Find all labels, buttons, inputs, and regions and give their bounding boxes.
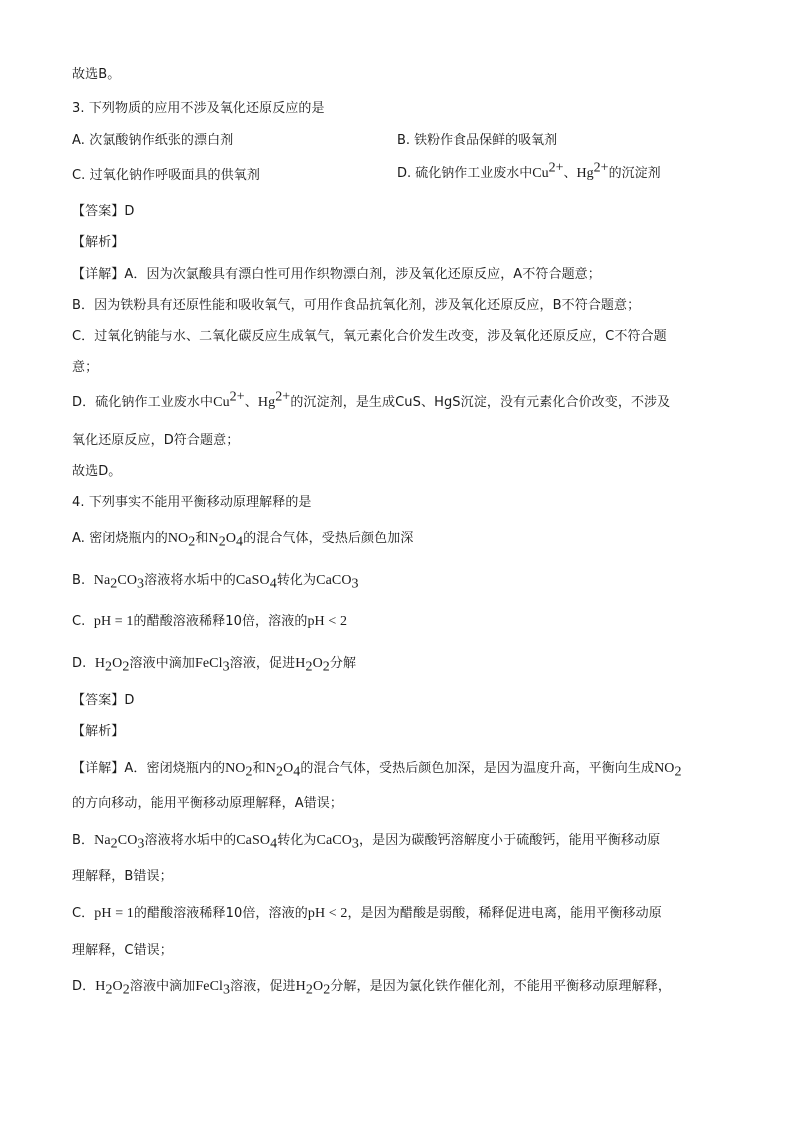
question-4-option-d: D. $H_2O_2$溶液中滴加FeCl$_3$溶液，促进$H_2O_2$分解 [72,656,357,675]
analysis-3-line-5: D．硫化钠作工业废水中$Cu^{2+}$、$Hg^{2+}$的沉淀剂，是生成CuS、HgS沉淀，没有元素化合价改变，不涉及 [72,389,671,410]
analysis-3-line-1: 【详解】A．因为次氯酸具有漂白性可用作织物漂白剂，涉及氧化还原反应，A不符合题意； [72,267,601,282]
analysis-3-line-4: 意； [72,360,99,375]
question-4-option-b: B. $Na_2CO_3$溶液将水垢中的CaSO$_4$转化为CaCO$_3$ [72,573,359,592]
analysis-4-line-6: 理解释，C错误； [72,943,173,958]
analysis-label-4: 【解析】 [72,724,125,739]
analysis-4-line-3: B．$Na_2CO_3$溶液将水垢中的CaSO$_4$转化为CaCO$_3$，是因为碳酸钙溶解度小于硫酸钙，能用平衡移动原 [72,833,661,852]
text-line: 故选B。 [72,67,121,82]
analysis-label-3: 【解析】 [72,235,125,250]
analysis-4-line-1: 【详解】A．密闭烧瓶内的$NO_2$和$N_2O_4$的混合气体，受热后颜色加深，是因为温度升高，平衡向生成$NO_2$ [72,761,682,780]
analysis-4-line-4: 理解释，B错误； [72,869,173,884]
answer-label-4: 【答案】D [72,693,135,708]
question-4-option-c: C. pH = 1的醋酸溶液稀释10倍，溶液的pH < 2 [72,614,348,629]
question-3-option-a: A. 次氯酸钠作纸张的漂白剂 [72,133,234,148]
question-3-stem: 3. 下列物质的应用不涉及氧化还原反应的是 [72,101,325,116]
analysis-4-line-2: 的方向移动，能用平衡移动原理解释，A错误； [72,796,343,811]
question-3-option-b: B. 铁粉作食品保鲜的吸氧剂 [397,133,558,148]
analysis-3-line-6: 氧化还原反应，D符合题意； [72,433,240,448]
analysis-4-line-5: C．pH = 1的醋酸溶液稀释10倍，溶液的pH < 2，是因为醋酸是弱酸，稀释促进电离，能用平衡移动原 [72,906,662,921]
analysis-3-line-2: B．因为铁粉具有还原性能和吸收氧气，可用作食品抗氧化剂，涉及氧化还原反应，B不符合题意； [72,298,641,313]
analysis-3-line-3: C．过氧化钠能与水、二氧化碳反应生成氧气，氧元素化合价发生改变，涉及氧化还原反应，C不符合题 [72,329,667,344]
question-4-option-a: A. 密闭烧瓶内的$NO_2$和$N_2O_4$的混合气体，受热后颜色加深 [72,531,414,550]
question-3-option-d: D. 硫化钠作工业废水中$Cu^{2+}$、$Hg^{2+}$的沉淀剂 [397,160,661,181]
analysis-4-line-7: D．$H_2O_2$溶液中滴加FeCl$_3$溶液，促进$H_2O_2$分解，是因为氯化铁作催化剂，不能用平衡移动原理解释， [72,979,671,998]
selection-3: 故选D。 [72,464,122,479]
answer-label-3: 【答案】D [72,204,135,219]
question-3-option-c: C. 过氧化钠作呼吸面具的供氧剂 [72,168,260,183]
question-4-stem: 4. 下列事实不能用平衡移动原理解释的是 [72,495,312,510]
